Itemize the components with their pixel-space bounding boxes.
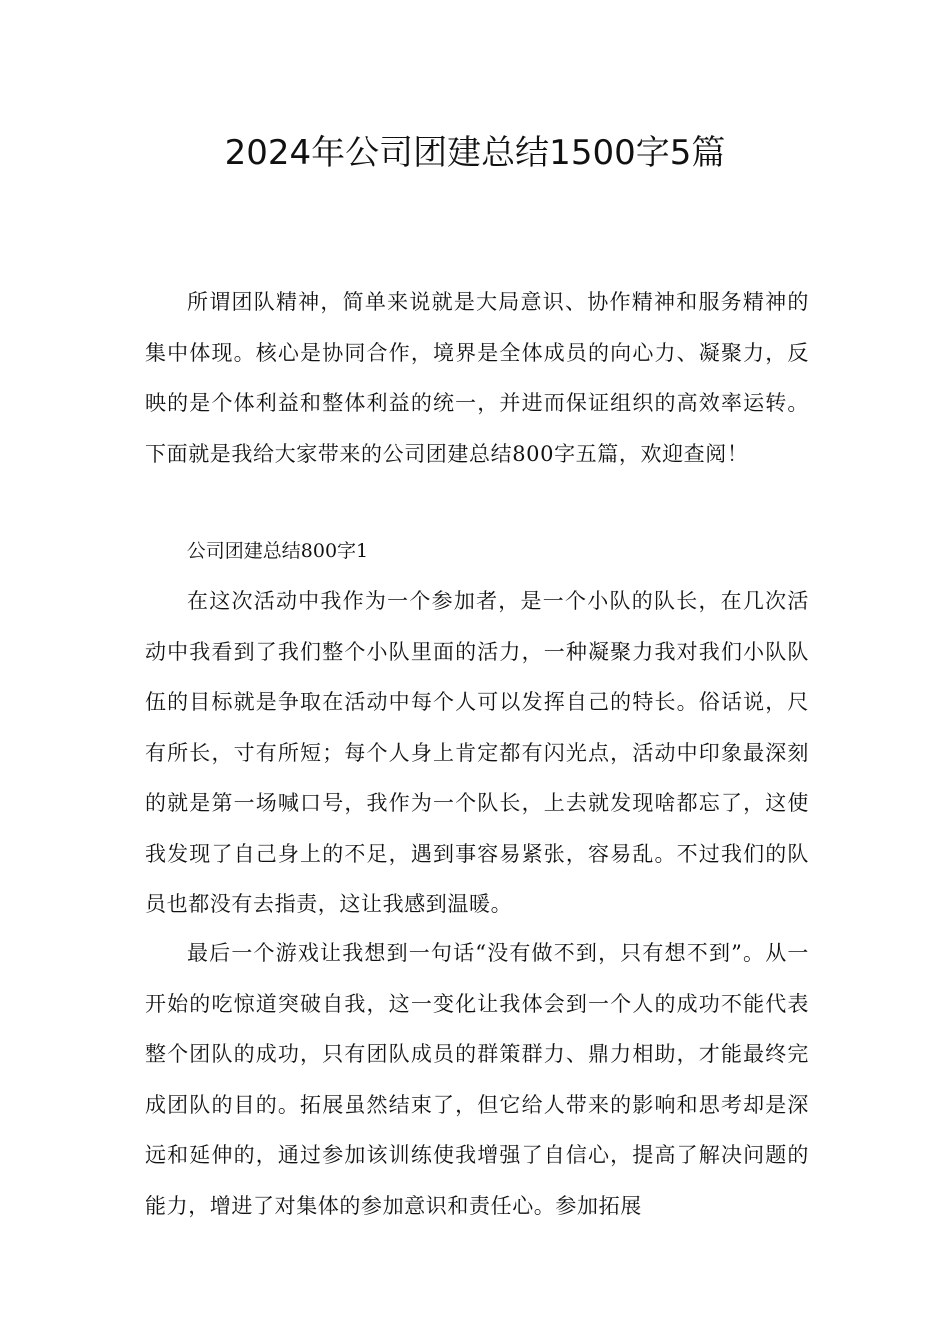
body-paragraph: 在这次活动中我作为一个参加者，是一个小队的队长，在几次活动中我看到了我们整个小队里面的活力，一种凝聚力我对我们小队队伍的目标就是争取在活动中每个人可以发挥自己的特长。俗话说，尺有所长，寸有所短；每个人身上肯定都有闪光点，活动中印象最深刻的就是第一场喊口号，我作为一个队长，上去就发现啥都忘了，这使我发现了自己身上的不足，遇到事容易紧张，容易乱。不过我们的队员也都没有去指责，这让我感到温暖。 (145, 589, 809, 916)
document-title: 2024年公司团建总结1500字5篇 (224, 133, 726, 173)
intro-paragraph: 所谓团队精神，简单来说就是大局意识、协作精神和服务精神的集中体现。核心是协同合作，境界是全体成员的向心力、凝聚力，反映的是个体利益和整体利益的统一，并进而保证组织的高效率运转。下面就是我给大家带来的公司团建总结800字五篇，欢迎查阅！ (145, 290, 809, 466)
section-heading: 公司团建总结800字1 (186, 540, 369, 562)
body-paragraph: 最后一个游戏让我想到一句话“没有做不到，只有想不到”。从一开始的吃惊道突破自我，这一变化让我体会到一个人的成功不能代表整个团队的成功，只有团队成员的群策群力、鼎力相助，才能最终完成团队的目的。拓展虽然结束了，但它给人带来的影响和思考却是深远和延伸的，通过参加该训练使我增强了自信心，提高了解决问题的能力，增进了对集体的参加意识和责任心。参加拓展 (145, 941, 809, 1218)
